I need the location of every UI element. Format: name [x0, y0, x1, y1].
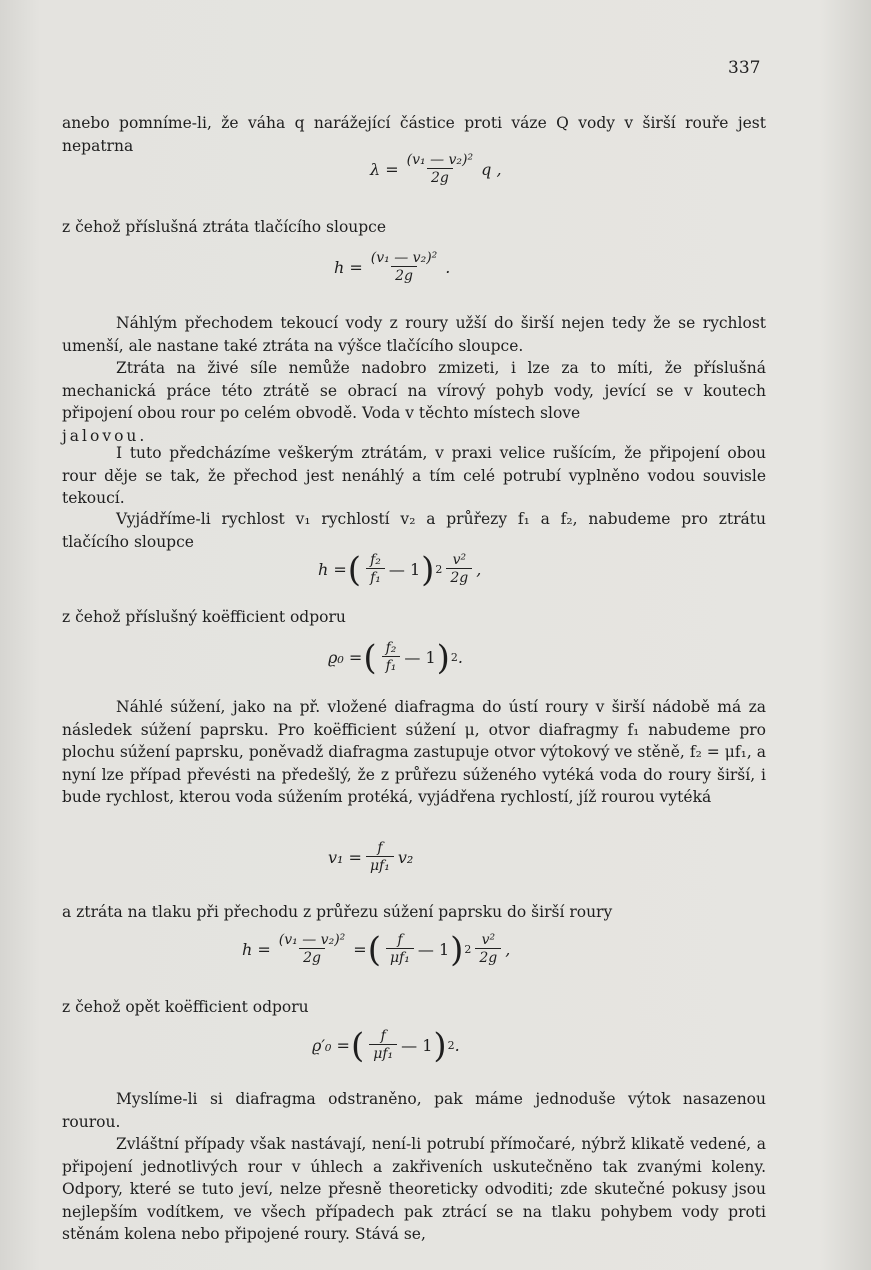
paragraph-12: Zvláštní případy však nastávají, není-li potrubí přímočaré, nýbrž klikatě vedené, a připojení jednotlivých rour v úhlech a zakřiveních uskutečněno tak zvanými koleny. Odpory, které se tuto jeví, nelze přesně theoreticky odvoditi; zde skutečné pokusy jsou nejlepším vodítkem, ve všech případech pak ztrácí se na tlaku pohybem vody proti stěnám kolena nebo připojené roury. Stává se,	[62, 1135, 766, 1244]
paragraph-7: z čehož příslušný koëfficient odporu	[62, 608, 346, 626]
page-number: 337	[728, 58, 761, 78]
equation-contraction-loss: h = $\frac{\text{(v₁ — v₂)²}}{2g}$ = ( $\frac{f}{\text{μf₁}}$ — 1 ) 2 $\frac{\text{v²}}{2g}$ ,	[242, 929, 511, 970]
paragraph-9: a ztráta na tlaku při přechodu z průřezu súžení paprsku do širší roury	[62, 903, 613, 921]
paragraph-8: Náhlé súžení, jako na př. vložené diafragma do ústí roury v širší nádobě má za následek súžení paprsku. Pro koëfficient súžení μ, otvor diafragmy f₁ nabudeme pro plochu súžení paprsku, poněvadž diafragma zastupuje otvor výtokový ve stěně, f₂ = μf₁, a nyní lze případ převésti na předešlý, že z průřezu súženého vytéká voda do roury širší, i bude rychlost, kterou voda súžením protéká, vyjádřena rychlostí, jíž rourou vytéká	[62, 698, 766, 807]
paragraph-4: Ztráta na živé síle nemůže nadobro zmizeti, i lze za to míti, že příslušná mechanická práce této ztrátě se obrací na vírový pohyb vody, jevící se v koutech připojení obou rour po celém obvodě. Voda v těchto místech slove jalovou.	[62, 359, 766, 445]
equation-head-loss: h = $\frac{\text{(v₁ — v₂)²}}{2g}$ .	[334, 250, 451, 284]
paragraph-11: Myslíme-li si diafragma odstraněno, pak máme jednoduše výtok nasazenou rourou.	[62, 1090, 766, 1131]
equation-lambda: λ = $\frac{\text{(v₁ — v₂)²}}{2g}$ q ,	[370, 152, 502, 186]
paragraph-2: z čehož příslušná ztráta tlačícího sloupce	[62, 218, 387, 236]
paragraph-1: anebo pomníme-li, že váha q narážející částice proti váze Q vody v širší rouře jest nepatrna	[62, 114, 766, 155]
paragraph-6: Vyjádříme-li rychlost v₁ rychlostí v₂ a průřezy f₁ a f₂, nabudeme pro ztrátu tlačícího sloupce	[62, 510, 766, 551]
paragraph-5: I tuto předcházíme veškerým ztrátám, v praxi velice rušícím, že připojení obou rour děje se tak, že přechod jest nenáhlý a tím celé potrubí vyplněno vodou souvisle tekoucí.	[62, 444, 766, 508]
equation-rho-prime: ϱ′₀ = ( $\frac{f}{\text{μf₁}}$ — 1 ) 2 .	[312, 1025, 460, 1066]
equation-area-ratio: h = ( $\frac{\text{f₂}}{\text{f₁}}$ — 1 ) 2 $\frac{\text{v²}}{2g}$ ,	[318, 549, 482, 590]
paragraph-10: z čehož opět koëfficient odporu	[62, 998, 309, 1016]
equation-rho-0: ϱ₀ = ( $\frac{\text{f₂}}{\text{f₁}}$ — 1 ) 2 .	[328, 637, 463, 678]
equation-velocity: v₁ = $\frac{f}{\text{μf₁}}$ v₂	[328, 840, 414, 874]
paragraph-3: Náhlým přechodem tekoucí vody z roury užší do širší nejen tedy že se rychlost umenší, ale nastane také ztráta na výšce tlačícího sloupce.	[62, 314, 766, 355]
